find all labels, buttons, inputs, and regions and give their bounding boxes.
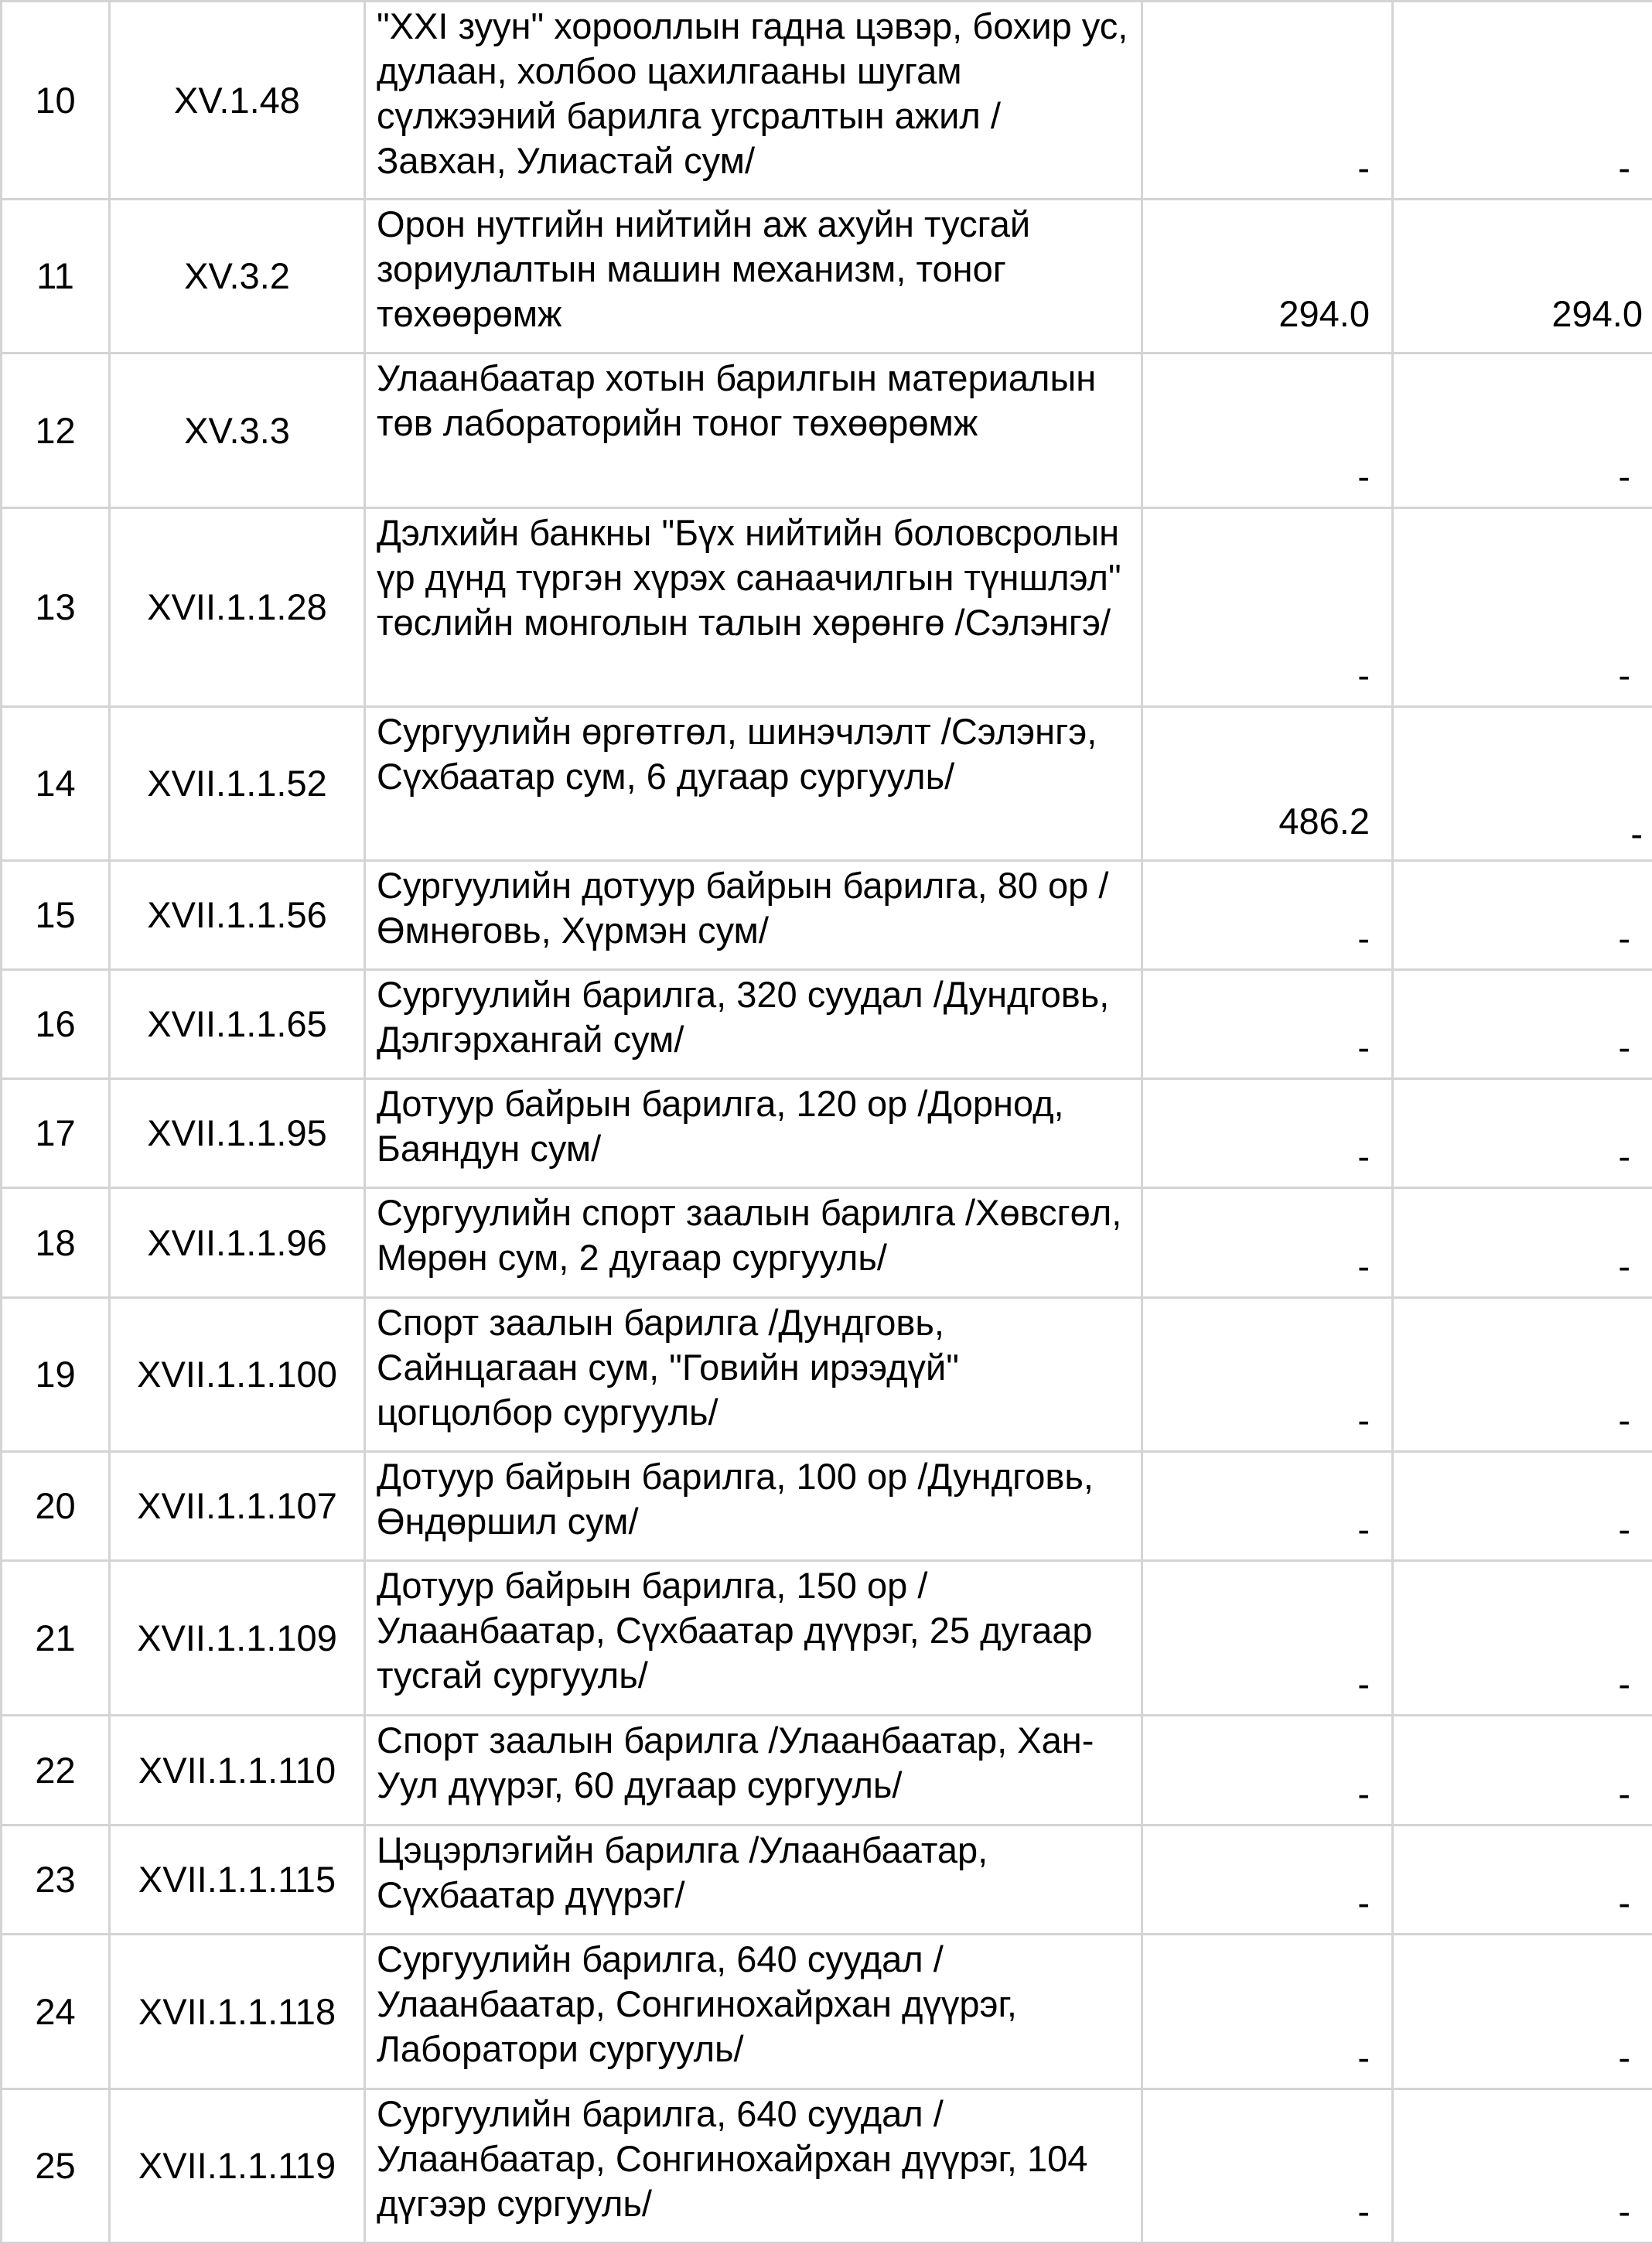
row-number: 12 bbox=[2, 354, 110, 508]
value-1: - bbox=[1357, 1771, 1370, 1816]
value-1: - bbox=[1357, 1880, 1370, 1925]
value-1: - bbox=[1357, 1398, 1370, 1443]
value-cell-1 bbox=[1142, 2, 1393, 200]
value-cell-2 bbox=[1393, 1935, 1652, 2089]
row-number: 13 bbox=[2, 508, 110, 707]
item-code: XV.1.48 bbox=[110, 2, 365, 200]
row-number: 24 bbox=[2, 1935, 110, 2089]
item-description: Дэлхийн банкны "Бүх нийтийн боловсролын үр дүнд түргэн хүрэх санаачилгын түншлэл" төслийн монголын талын хөрөнгө /Сэлэнгэ/ bbox=[365, 508, 1142, 707]
table-row bbox=[2, 200, 1652, 354]
item-code: XVII.1.1.100 bbox=[110, 1298, 365, 1452]
row-number: 11 bbox=[2, 200, 110, 354]
value-cell-1 bbox=[1142, 508, 1393, 707]
row-number: 18 bbox=[2, 1188, 110, 1298]
table-row bbox=[2, 1188, 1652, 1298]
item-code: XVII.1.1.65 bbox=[110, 970, 365, 1079]
value-1: - bbox=[1357, 2189, 1370, 2234]
value-1: - bbox=[1357, 2035, 1370, 2080]
item-code: XVII.1.1.118 bbox=[110, 1935, 365, 2089]
table-row bbox=[2, 2089, 1652, 2243]
item-description: Сургуулийн спорт заалын барилга /Хөвсгөл, Мөрөн сум, 2 дугаар сургууль/ bbox=[365, 1188, 1142, 1298]
value-cell-1 bbox=[1142, 1826, 1393, 1935]
row-number: 16 bbox=[2, 970, 110, 1079]
value-2: - bbox=[1618, 1880, 1630, 1925]
value-1: 294.0 bbox=[1142, 200, 1393, 354]
value-cell-2 bbox=[1393, 861, 1652, 970]
table-row bbox=[2, 970, 1652, 1079]
value-cell-1 bbox=[1142, 1561, 1393, 1716]
table-row bbox=[2, 1079, 1652, 1188]
value-1: - bbox=[1357, 1025, 1370, 1070]
value-cell-1 bbox=[1142, 1716, 1393, 1826]
row-number: 19 bbox=[2, 1298, 110, 1452]
item-description: Дотуур байрын барилга, 100 ор /Дундговь, Өндөршил сум/ bbox=[365, 1452, 1142, 1561]
item-description: Сургуулийн барилга, 640 суудал /Улаанбаатар, Сонгинохайрхан дүүрэг, 104 дүгээр сургууль/ bbox=[365, 2089, 1142, 2243]
table-row bbox=[2, 508, 1652, 707]
value-2: - bbox=[1618, 454, 1630, 499]
value-cell-1 bbox=[1142, 1079, 1393, 1188]
item-description: Цэцэрлэгийн барилга /Улаанбаатар, Сүхбаатар дүүрэг/ bbox=[365, 1826, 1142, 1935]
row-number: 23 bbox=[2, 1826, 110, 1935]
item-code: XVII.1.1.119 bbox=[110, 2089, 365, 2243]
value-2: - bbox=[1618, 653, 1630, 698]
row-number: 14 bbox=[2, 707, 110, 861]
value-2: - bbox=[1618, 145, 1630, 190]
row-number: 25 bbox=[2, 2089, 110, 2243]
value-2: - bbox=[1618, 916, 1630, 961]
value-2: - bbox=[1618, 2189, 1630, 2234]
table-row bbox=[2, 1826, 1652, 1935]
value-cell-1 bbox=[1142, 970, 1393, 1079]
value-cell-2 bbox=[1393, 1452, 1652, 1561]
item-code: XVII.1.1.110 bbox=[110, 1716, 365, 1826]
value-1: - bbox=[1357, 1244, 1370, 1289]
item-description: Сургуулийн өргөтгөл, шинэчлэлт /Сэлэнгэ, Сүхбаатар сум, 6 дугаар сургууль/ bbox=[365, 707, 1142, 861]
value-cell-1 bbox=[1142, 1935, 1393, 2089]
item-description: Сургуулийн барилга, 640 суудал /Улаанбаатар, Сонгинохайрхан дүүрэг, Лаборатори сургууль/ bbox=[365, 1935, 1142, 2089]
value-cell-2 bbox=[1393, 2089, 1652, 2243]
value-cell-1 bbox=[1142, 1298, 1393, 1452]
value-1: - bbox=[1357, 1507, 1370, 1552]
value-2: - bbox=[1618, 1134, 1630, 1179]
value-2: - bbox=[1618, 2035, 1630, 2080]
value-2: - bbox=[1618, 1398, 1630, 1443]
item-description: Спорт заалын барилга /Улаанбаатар, Хан-Уул дүүрэг, 60 дугаар сургууль/ bbox=[365, 1716, 1142, 1826]
row-number: 20 bbox=[2, 1452, 110, 1561]
value-cell-2 bbox=[1393, 508, 1652, 707]
value-2: - bbox=[1618, 1662, 1630, 1706]
item-code: XVII.1.1.115 bbox=[110, 1826, 365, 1935]
value-cell-1 bbox=[1142, 1188, 1393, 1298]
item-code: XVII.1.1.109 bbox=[110, 1561, 365, 1716]
table-row bbox=[2, 354, 1652, 508]
value-2: - bbox=[1618, 1244, 1630, 1289]
value-1: - bbox=[1357, 145, 1370, 190]
table-row bbox=[2, 1561, 1652, 1716]
item-description: Сургуулийн барилга, 320 суудал /Дундговь, Дэлгэрхангай сум/ bbox=[365, 970, 1142, 1079]
item-code: XV.3.3 bbox=[110, 354, 365, 508]
item-code: XVII.1.1.96 bbox=[110, 1188, 365, 1298]
table-row bbox=[2, 1935, 1652, 2089]
value-cell-2 bbox=[1393, 1079, 1652, 1188]
item-description: "XXI зуун" хорооллын гадна цэвэр, бохир ус, дулаан, холбоо цахилгааны шугам сүлжээний барилга угсралтын ажил /Завхан, Улиастай сум/ bbox=[365, 2, 1142, 200]
value-2: - bbox=[1618, 1507, 1630, 1552]
value-1: 486.2 bbox=[1142, 707, 1393, 861]
item-description: Орон нутгийн нийтийн аж ахуйн тусгай зориулалтын машин механизм, тоног төхөөрөмж bbox=[365, 200, 1142, 354]
value-cell-2 bbox=[1393, 1561, 1652, 1716]
value-2: - bbox=[1618, 1025, 1630, 1070]
value-cell-1 bbox=[1142, 861, 1393, 970]
table-row bbox=[2, 861, 1652, 970]
item-code: XVII.1.1.28 bbox=[110, 508, 365, 707]
row-number: 21 bbox=[2, 1561, 110, 1716]
value-cell-2 bbox=[1393, 1188, 1652, 1298]
row-number: 15 bbox=[2, 861, 110, 970]
row-number: 22 bbox=[2, 1716, 110, 1826]
item-description: Улаанбаатар хотын барилгын материалын төв лабораторийн тоног төхөөрөмж bbox=[365, 354, 1142, 508]
value-cell-2 bbox=[1393, 1716, 1652, 1826]
value-cell-2 bbox=[1393, 970, 1652, 1079]
item-code: XVII.1.1.107 bbox=[110, 1452, 365, 1561]
value-cell-1 bbox=[1142, 354, 1393, 508]
value-cell-2 bbox=[1393, 1826, 1652, 1935]
table-row bbox=[2, 1298, 1652, 1452]
item-code: XVII.1.1.56 bbox=[110, 861, 365, 970]
value-cell-2 bbox=[1393, 1298, 1652, 1452]
value-2: - bbox=[1393, 707, 1652, 861]
value-2: 294.0 bbox=[1393, 200, 1652, 354]
item-description: Дотуур байрын барилга, 120 ор /Дорнод, Баяндун сум/ bbox=[365, 1079, 1142, 1188]
value-cell-2 bbox=[1393, 354, 1652, 508]
value-2: - bbox=[1618, 1771, 1630, 1816]
value-cell-1 bbox=[1142, 1452, 1393, 1561]
row-number: 10 bbox=[2, 2, 110, 200]
item-description: Сургуулийн дотуур байрын барилга, 80 ор /Өмнөговь, Хүрмэн сум/ bbox=[365, 861, 1142, 970]
value-1: - bbox=[1357, 1134, 1370, 1179]
item-code: XVII.1.1.95 bbox=[110, 1079, 365, 1188]
value-1: - bbox=[1357, 454, 1370, 499]
table-row bbox=[2, 2, 1652, 200]
row-number: 17 bbox=[2, 1079, 110, 1188]
item-description: Дотуур байрын барилга, 150 ор /Улаанбаатар, Сүхбаатар дүүрэг, 25 дугаар тусгай сургууль/ bbox=[365, 1561, 1142, 1716]
table-row bbox=[2, 1452, 1652, 1561]
item-description: Спорт заалын барилга /Дундговь, Сайнцагаан сум, "Говийн ирээдүй" цогцолбор сургууль/ bbox=[365, 1298, 1142, 1452]
item-code: XV.3.2 bbox=[110, 200, 365, 354]
value-cell-2 bbox=[1393, 2, 1652, 200]
table-row bbox=[2, 1716, 1652, 1826]
table-row bbox=[2, 707, 1652, 861]
value-cell-1 bbox=[1142, 2089, 1393, 2243]
value-1: - bbox=[1357, 916, 1370, 961]
item-code: XVII.1.1.52 bbox=[110, 707, 365, 861]
value-1: - bbox=[1357, 1662, 1370, 1706]
value-1: - bbox=[1357, 653, 1370, 698]
